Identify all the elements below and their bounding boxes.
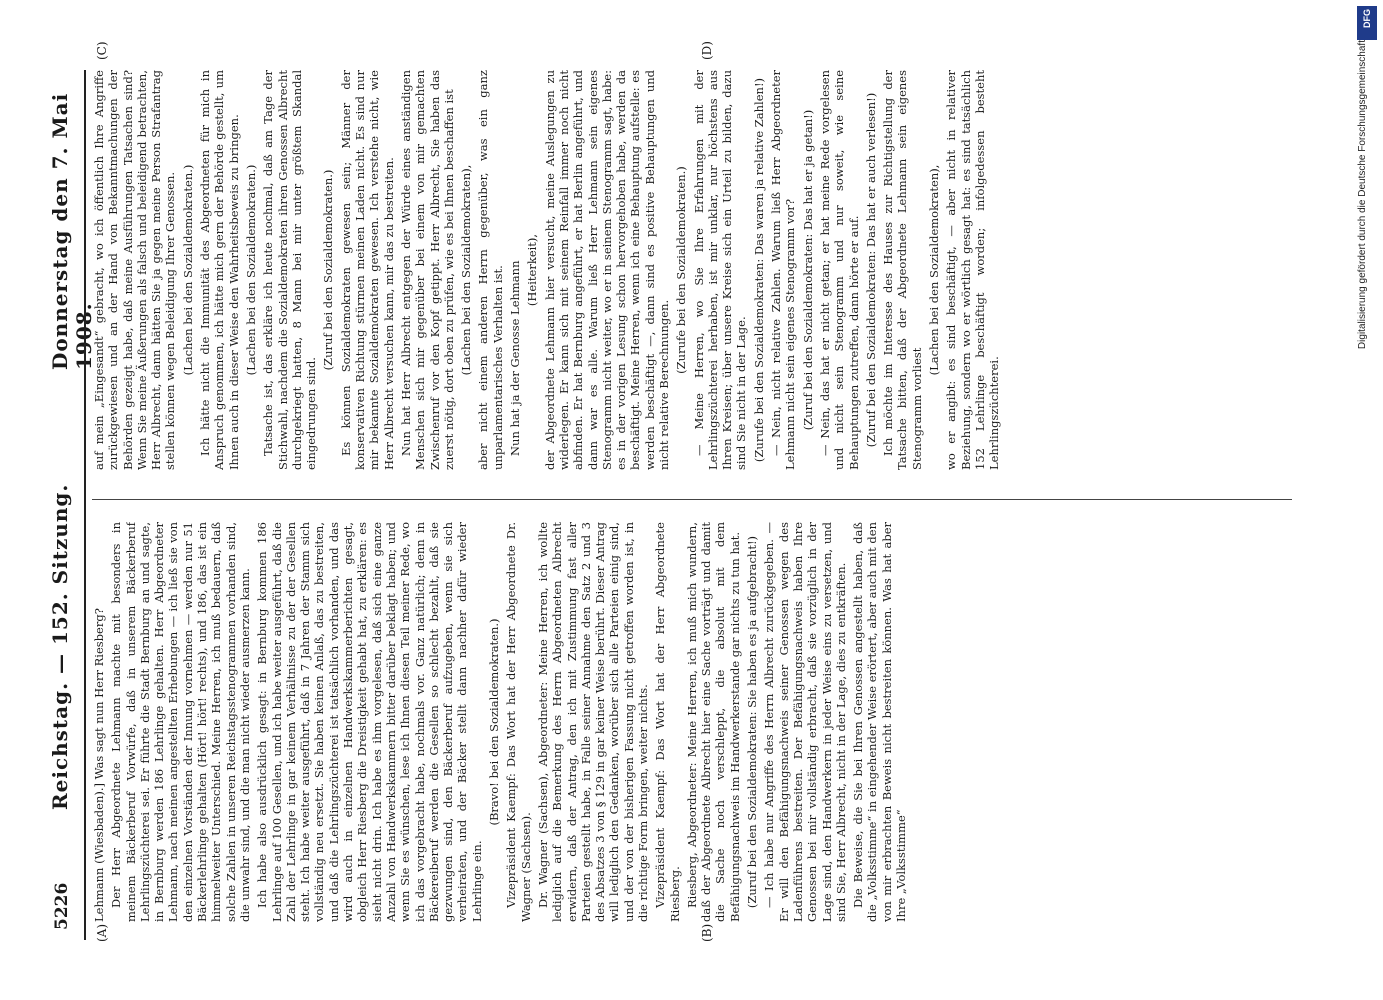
paragraph: Ich habe also ausdrücklich gesagt: in Bernburg kommen 186 Lehrlinge auf 100 Gesellen, und ich habe weiter ausgeführt, daß die Zahl der Lehrlinge in gar keinem Verhältnisse zu der der Gesellen steht. Ich habe weiter ausgeführt, daß in 7 Jahren der Stamm sich vollständig neu ersetzt. Sie haben keinen Anlaß, das zu bestreiten, und daß die Lehrlingszüchterei ist tatsächlich vorhanden, und das wird auch in einzelnen Handwerkskammerberichten gesagt, obgleich Herr Riesberg die Dreistigkeit gehabt hat, zu erklären: es sieht nicht drin. Ich habe es ihm vorgelesen, daß sich eine ganze Anzahl von Handwerkskammern bitter darüber beklagt haben; und wenn Sie es wünschen, lese ich Ihnen diesen Teil meiner Rede, wo ich das vorgebracht habe, nochmals vor. Ganz natürlich; denn in Bäckereiberuf werden die Gesellen so schlecht bezahlt, daß sie gezwungen sind, den Bäckerberuf aufzugeben, wenn sie sich verheiraten, und der Bäcker stellt dann nachher dafür wieder Lehrlinge ein. [255,522,484,922]
section-marker-b: (B) [700,923,714,942]
paragraph: Nun hat ja der Genosse Lehmann [508,260,523,456]
paragraph: (Zurufe bei den Sozialdemokraten: Das waren ja relative Zahlen!) [751,77,766,463]
paragraph: (Lachen bei den Sozialdemokraten), [459,164,474,376]
page-header [48,80,96,930]
paragraph: — Meine Herren, wo Sie Ihre Erfahrungen mit der Lehrlingszüchterei herhaben, ist mir unklar, nur höchstens aus Ihren Kreisen; über unsere Kreise sich ein Urteil zu bilden, dazu sind Sie nicht in der Lage. [691,70,749,470]
section-marker-a: (A) [95,923,109,942]
paragraph: Ich hätte nicht die Immunität des Abgeordneten für mich in Anspruch genommen, ich hätte mich gern der Behörde gestellt, um Ihnen auch in dieser Weise den Wahrheitsbeweis zu bringen. [198,70,241,470]
paragraph: (Lachen bei den Sozialdemokraten.) [180,164,195,376]
paragraph: wo er angibt: es sind beschäftigt, — aber nicht in relativer Beziehung, sondern wo er wörtlich gesagt hat: es sind tatsächlich 152 Lehrlinge beschäftigt worden; infolgedessen besteht Lehrlingszüchterei. [944,70,1002,470]
page-number: 5226 [52,882,72,930]
paragraph: Der Herr Abgeordnete Lehmann machte mit besonders in meinem Bäckerberuf Vorwürfe, daß in unserem Bäckerberuf Lehrlingszüchterei sei. Er führte die Stadt Bernburg an und sagte, in Bernburg werden 186 Lehrlinge gehalten. Herr Abgeordneter Lehmann, nach meinen angestellten Erhebungen — ich ließ sie von den einzelnen Vorständen der Innung vornehmen — werden nur 51 Bäckerlehrlinge gehalten (Hört! hört! rechts), und 186, das ist ein himmelweiter Unterschied. Meine Herren, ich muß bedauern, daß solche Zahlen in unseren Reichstagsstenogrammen vorhanden sind, die unwahr sind, und die man nicht wieder ausmerzen kann. [109,522,252,922]
paragraph: Vizepräsident Kaempf: Das Wort hat der Herr Abgeordnete Riesberg. [653,522,682,922]
paragraph: auf mein „Eingesandt“ gebracht, wo ich öffentlich Ihre Angriffe zurückgewiesen und an der Hand von Bekanntmachungen der Behörden gezeigt habe, daß meine Ausführungen Tatsachen sind? Wenn Sie meine Äußerungen als falsch und beleidigend betrachten, Herr Albrecht, dann hätten Sie ja gegen meine Person Strafantrag stellen können wegen Beleidigung Ihrer Genossen. [92,70,178,470]
paragraph: Es können Sozialdemokraten gewesen sein; Männer der konservativen Richtung stürmen meinen Laden nicht. Es sind nur mir bekannte Sozialdemokraten gewesen. Ich verstehe nicht, wie Herr Albrecht versuchen kann, mir das zu bestreiten. [338,70,396,470]
digitization-credit: Digitalisierung gefördert durch die Deutsche Forschungsgemeinschaft [1357,40,1368,350]
paragraph: (Bravo! bei den Sozialdemokraten.) [487,618,502,826]
paragraph: (Zuruf bei den Sozialdemokraten.) [321,169,336,371]
header-date: Donnerstag den 7. Mai 1908. [48,92,96,370]
paragraph: (Lachen bei den Sozialdemokraten.) [243,164,258,376]
section-marker-c: (C) [95,41,109,60]
paragraph: Lehmann (Wiesbaden).] Was sagt nun Herr Riesberg? [92,608,106,922]
paragraph: — Ich habe nur Angriffe des Herrn Albrecht zurückgegeben. — Er will den Befähigungsnachweis seiner Genossen wegen des Ladenführens bestreiten. Der Befähigungsnachweis haben Ihre Genossen bei mir vollständig erbracht, daß sie vorzüglich in der Lage sind, den Handwerkern in jeder Weise eins zu versetzen, und sind Sie, Herr Albrecht, nicht in der Lage, dies zu entkräften. [762,522,848,922]
paragraph: Vizepräsident Kaempf: Das Wort hat der Herr Abgeordnete Dr. Wagner (Sachsen). [504,522,533,922]
paragraph: (Zuruf bei den Sozialdemokraten: Das hat er auch verlesen!) [863,92,878,448]
section-marker-d: (D) [700,41,714,60]
right-column [92,70,1292,470]
paragraph: Riesberg, Abgeordneter: Meine Herren, ich muß mich wundern, daß der Abgeordnete Albrecht hier eine Sache vorträgt und damit die Sache noch verschleppt, die absolut mit dem Befähigungsnachweis im Handwerkerstande gar nichts zu tun hat. [684,522,742,922]
paragraph: Tatsache ist, das erkläre ich heute nochmal, daß am Tage der Stichwahl, nachdem die Sozialdemokraten ihren Genossen Albrecht durchgekriegt hatten, 8 Mann bei mir unter größtem Skandal eingedrungen sind. [261,70,319,470]
column-divider [92,499,1292,500]
header-session-title: Reichstag. — 152. Sitzung. [48,483,72,810]
paragraph: — Nein, nicht relative Zahlen. Warum ließ Herr Abgeordneter Lehmann nicht sein eigenes Stenogramm vor? [769,70,798,470]
paragraph: (Zuruf bei den Sozialdemokraten: Das hat er ja getan!) [800,109,815,431]
paragraph: (Zurufe bei den Sozialdemokraten.) [674,166,689,374]
paragraph: Ich möchte im Interesse des Hauses zur Richtigstellung der Tatsache bitten, daß der Abgeordnete Lehmann sein eigenes Stenogramm vorliest [881,70,924,470]
paragraph: Nun hat Herr Albrecht entgegen der Würde eines anständigen Menschen sich mir gegenüber bei einem von mir gemachten Zwischenruf vor den Kopf getippt. Herr Albrecht, Sie haben das zuerst nötig, dort oben zu prüfen, wie es bei Ihnen beschaffen ist [398,70,456,470]
paragraph: der Abgeordnete Lehmann hier versucht, meine Auslegungen zu widerlegen. Er kann sich mit seinem Reinfall immer noch nicht abfinden. Er hat Bernburg angeführt, er hat Berlin angeführt, und dann war es alle. Warum ließ Herr Lehmann sein eigenes Stenogramm nicht weiter, wo er in seinem Stenogramm sagt, habe: es in der vorigen Lesung schon hervorgehoben habe, werden da beschäftigt. Meine Herren, wenn ich eine Behauptung aufstelle: es werden beschäftigt —, dann sind es positive Behauptungen und nicht relative Berechnungen. [542,70,671,470]
header-rule [84,70,86,940]
dfg-logo: DFG [1357,6,1377,40]
paragraph: (Lachen bei den Sozialdemokraten), [927,164,942,376]
paragraph: Die Beweise, die Sie bei Ihren Genossen angestellt haben, daß die „Volksstimme“ in eingehender Weise erörtert, aber auch mit den von mir erbrachten Beweis nicht bestreiten können. Was hat aber Ihre „Volksstimme“ [851,522,909,922]
left-column [92,522,1292,922]
paragraph: (Heiterkeit), [525,233,540,307]
paragraph: Dr. Wagner (Sachsen), Abgeordneter: Meine Herren, ich wollte lediglich auf die Bemerkung des Herrn Abgeordneten Albrecht erwidern, daß der Antrag, den ich mit Zustimmung fast aller Parteien gestellt habe, in Falle seiner Annahme den Satz 2 und 3 des Absatzes 3 von § 129 in gar keiner Weise berührt. Dieser Antrag will lediglich den Gedanken, worüber sich alle Parteien einig sind, und der von der bisherigen Fassung nicht getroffen worden ist, in die richtige Form bringen, weiter nichts. [535,522,650,922]
paragraph: (Zuruf bei den Sozialdemokraten: Sie haben es ja aufgebracht!) [745,535,760,909]
paragraph: aber nicht einem anderen Herrn gegenüber, was ein ganz unparlamentarisches Verhalten ist. [476,70,505,470]
paragraph: — Nein, das hat er nicht getan; er hat meine Rede vorgelesen und nicht sein Stenogramm und nur soweit, wie seine Behauptungen zutreffen, dann hörte er auf. [817,70,861,470]
